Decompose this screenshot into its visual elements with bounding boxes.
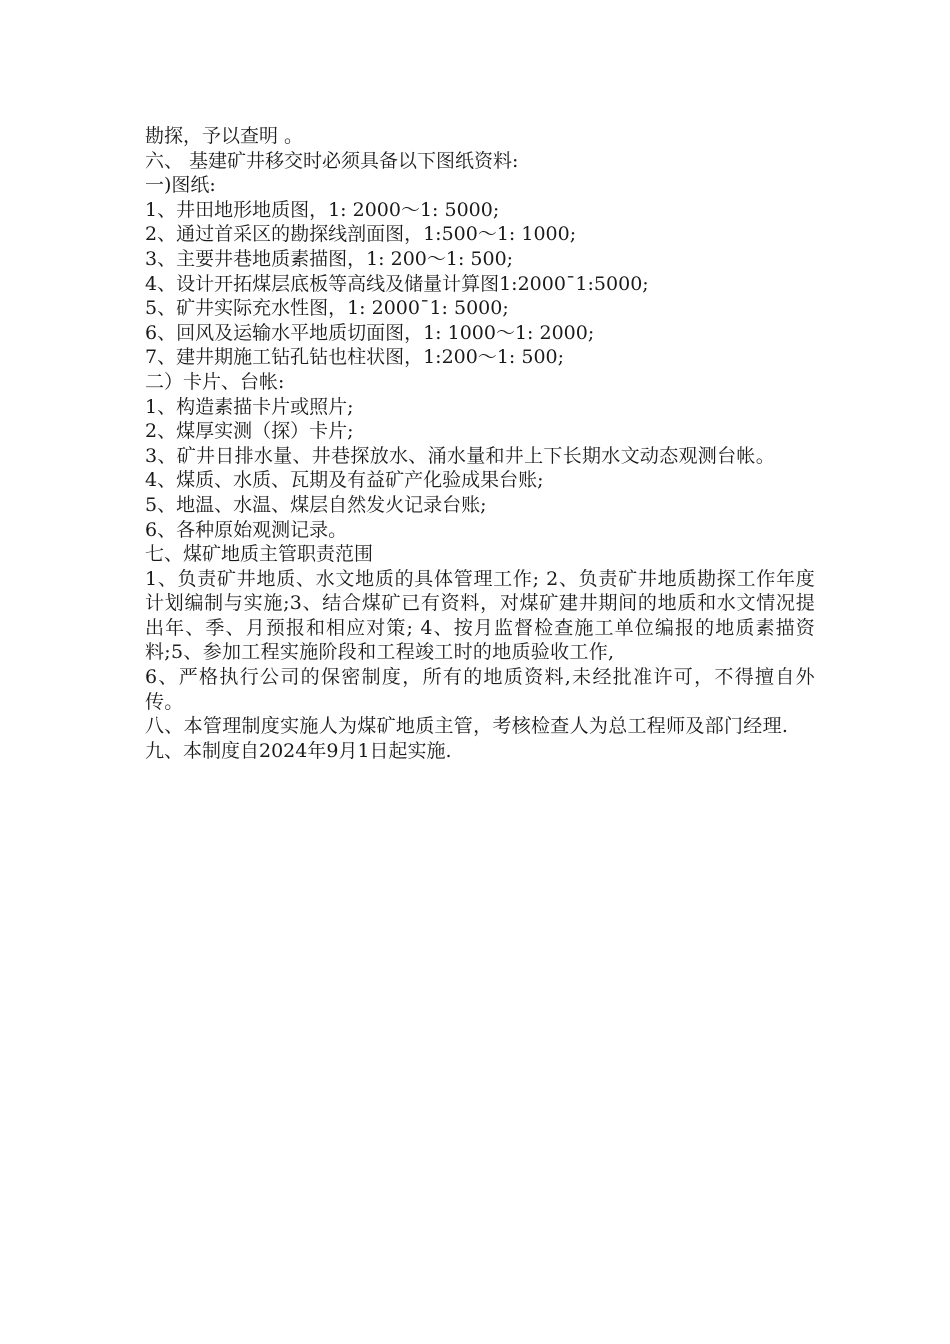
subheading-cards-ledgers: 二）卡片、台帐: bbox=[145, 370, 285, 393]
list-item: 5、矿井实际充水性图，1: 2000¯1: 5000; bbox=[145, 297, 509, 320]
document-body bbox=[145, 124, 815, 763]
section-nine-line: 九、本制度自2024年9月1日起实施. bbox=[145, 739, 452, 762]
section-heading-seven: 七、煤矿地质主管职责范围 bbox=[145, 543, 374, 566]
list-item: 1、构造素描卡片或照片; bbox=[145, 395, 354, 418]
secrecy-paragraph: 6、严格执行公司的保密制度，所有的地质资料,未经批准许可，不得擅自外传。 bbox=[145, 666, 815, 713]
list-item: 1、井田地形地质图，1: 2000～1: 5000; bbox=[145, 198, 500, 221]
list-item: 6、回风及运输水平地质切面图，1: 1000～1: 2000; bbox=[145, 321, 595, 344]
list-item: 2、煤厚实测（探）卡片; bbox=[145, 420, 354, 443]
list-item: 6、各种原始观测记录。 bbox=[145, 518, 348, 541]
list-item: 3、主要井巷地质素描图，1: 200～1: 500; bbox=[145, 247, 514, 270]
section-heading-six: 六、 基建矿井移交时必须具备以下图纸资料: bbox=[145, 149, 519, 172]
list-item: 5、地温、水温、煤层自然发火记录台账; bbox=[145, 493, 487, 516]
subheading-drawings: 一)图纸: bbox=[145, 174, 216, 197]
duties-paragraph: 1、负责矿井地质、水文地质的具体管理工作; 2、负责矿井地质勘探工作年度计划编制与实施;3、结合煤矿已有资料，对煤矿建井期间的地质和水文情况提出年、季、月预报和相应对策; 4、按月监督检查施工单位编报的地质素描资料;5、参加工程实施阶段和工程竣工时的地质验收工作, bbox=[145, 567, 815, 664]
section-eight-paragraph: 八、本管理制度实施人为煤矿地质主管，考核检查人为总工程师及部门经理. bbox=[145, 715, 789, 738]
text-line-continuation: 勘探，予以查明 。 bbox=[145, 125, 304, 147]
list-item: 4、设计开拓煤层底板等高线及储量计算图1:2000¯1:5000; bbox=[145, 272, 649, 295]
list-item-paragraph: 3、矿井日排水量、井巷探放水、涌水量和井上下长期水文动态观测台帐。 bbox=[145, 444, 775, 467]
list-item: 7、建井期施工钻孔钻也柱状图，1:200～1: 500; bbox=[145, 346, 565, 369]
list-item: 4、煤质、水质、瓦期及有益矿产化验成果台账; bbox=[145, 469, 544, 492]
list-item: 2、通过首采区的勘探线剖面图，1:500～1: 1000; bbox=[145, 223, 577, 246]
